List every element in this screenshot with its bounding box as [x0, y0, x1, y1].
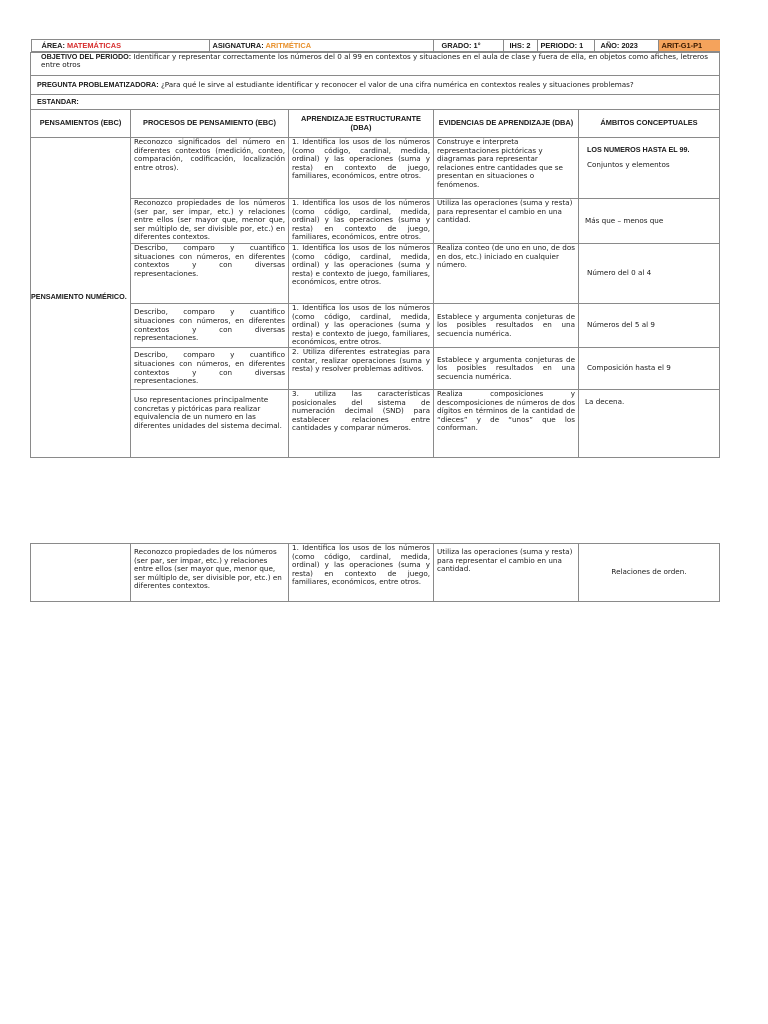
evidencia-cell: Utiliza las operaciones (suma y resta) para representar el cambio en una cantidad.	[434, 199, 579, 244]
aprendizaje-cell: 1. Identifica los usos de los números (como código, cardinal, medida, ordinal) y las operaciones (suma y resta) en contexto de juego, familiares, económicos, entre otros.	[289, 199, 434, 244]
proceso-cell: Reconozco propiedades de los números (ser par, ser impar, etc.) y relaciones entre ellos (ser mayor que, menor que, ser múltiplo de, ser divisible por, etc.) en diferentes contextos.	[131, 544, 289, 602]
evidencia-text: Construye e interpreta representaciones pictóricas y diagramas para representar relaciones entre cantidades que se presentan en situaciones o fenómenos.	[437, 137, 563, 189]
pregunta-text: ¿Para qué le sirve al estudiante identificar y reconocer el valor de una cifra numérica en contextos reales y situaciones problemas?	[160, 80, 634, 89]
aprendizaje-cell: 1. Identifica los usos de los números (como código, cardinal, medida, ordinal) y las operaciones (suma y resta) en contexto de juego, familiares, económicos, entre otros.	[289, 544, 434, 602]
evidencia-cell: Realiza conteo (de uno en uno, de dos en dos, etc.) iniciado en cualquier número.	[434, 244, 579, 304]
objetivo-label: OBJETIVO DEL PERIODO:	[41, 52, 132, 61]
proceso-cell: Reconozco significados del número en diferentes contextos (medición, conteo, comparación, codificación, localización entre otros).	[131, 138, 289, 199]
proceso-cell: Describo, comparo y cuantifico situaciones con números, en diferentes contextos y con diversas representaciones.	[131, 348, 289, 390]
aprendizaje-cell: 1. Identifica los usos de los números (como código, cardinal, medida, ordinal) y las operaciones (suma y resta) e contexto de juego, familiares, económicos, entre otros.	[289, 244, 434, 304]
aprendizaje-cell: 2. Utiliza diferentes estrategias para contar, realizar operaciones (suma y resta) y resolver problemas aditivos.	[289, 348, 434, 390]
estandar-row	[31, 95, 720, 110]
table-row	[31, 199, 720, 244]
ambito-cell	[579, 138, 720, 199]
proceso-cell: Describo, comparo y cuantifico situaciones con números, en diferentes contextos y con diversas representaciones.	[131, 244, 289, 304]
ambito-cell: La decena.	[579, 390, 720, 458]
ambito-cell: Más que – menos que	[579, 199, 720, 244]
table-row	[31, 544, 720, 602]
table-row	[31, 244, 720, 304]
asignatura-label: ASIGNATURA:	[212, 41, 264, 50]
ambito-cell: Números del 5 al 9	[579, 304, 720, 348]
evidencia-cell: Establece y argumenta conjeturas de los posibles resultados en una secuencia numérica.	[434, 348, 579, 390]
area-value: MATEMÁTICAS	[66, 41, 122, 50]
pensamiento-cell-empty	[31, 544, 131, 602]
objetivo-text: Identificar y representar correctamente los números del 0 al 99 en contextos y situaciones en el aula de clase y fuera de ella, en objetos como afiches, letreros entre otros	[41, 52, 708, 69]
col-aprendizaje: APRENDIZAJE ESTRUCTURANTE (DBA)	[289, 110, 434, 138]
header-row	[31, 39, 720, 53]
grado-cell: GRADO: 1°	[433, 40, 503, 52]
anio-cell: AÑO: 2023	[594, 40, 658, 52]
table-row	[31, 348, 720, 390]
ambito-title: LOS NUMEROS HASTA EL 99.	[587, 145, 690, 154]
aprendizaje-cell: 3. utiliza las características posicionales del sistema de numeración decimal (SND) para establecer relaciones entre cantidades y comparar números.	[289, 390, 434, 458]
pregunta-row	[31, 76, 720, 95]
objetivo-row	[31, 53, 720, 76]
col-procesos: PROCESOS DE PENSAMIENTO (EBC)	[131, 110, 289, 138]
estandar-label: ESTANDAR:	[31, 95, 720, 110]
table-row	[31, 304, 720, 348]
ambito-cell: Relaciones de orden.	[579, 544, 720, 602]
area-cell	[31, 40, 209, 52]
evidencia-cell	[434, 138, 579, 199]
continuation-table	[30, 543, 720, 602]
pregunta-label: PREGUNTA PROBLEMATIZADORA:	[37, 80, 159, 89]
area-label: ÁREA:	[41, 41, 65, 50]
asignatura-cell	[209, 40, 433, 52]
col-evidencias: EVIDENCIAS DE APRENDIZAJE (DBA)	[434, 110, 579, 138]
pensamiento-cell: PENSAMIENTO NUMÉRICO.	[31, 138, 131, 458]
evidencia-cell: Utiliza las operaciones (suma y resta) para representar el cambio en una cantidad.	[434, 544, 579, 602]
evidencia-cell: Realiza composiciones y descomposiciones de números de dos dígitos en términos de la cantidad de “dieces” y de “unos” que los conforman.	[434, 390, 579, 458]
periodo-cell: PERIODO: 1	[537, 40, 594, 52]
aprendizaje-cell: 1. Identifica los usos de los números (como código, cardinal, medida, ordinal) y las operaciones (suma y resta) e contexto de juego, familiares, económicos, entre otros.	[289, 304, 434, 348]
continuation-sheet	[30, 543, 719, 602]
ambito-subtitle: Conjuntos y elementos	[587, 159, 670, 169]
ihs-cell: IHS: 2	[503, 40, 537, 52]
proceso-cell: Describo, comparo y cuantifico situaciones con números, en diferentes contextos y con diversas representaciones.	[131, 304, 289, 348]
ambito-cell: Composición hasta el 9	[579, 348, 720, 390]
table-row	[31, 390, 720, 458]
evidencia-cell: Establece y argumenta conjeturas de los posibles resultados en una secuencia numérica.	[434, 304, 579, 348]
col-ambitos: ÁMBITOS CONCEPTUALES	[579, 110, 720, 138]
planning-table	[30, 39, 720, 458]
asignatura-value: ARITMÉTICA	[265, 41, 312, 50]
col-pensamientos: PENSAMIENTOS (EBC)	[31, 110, 131, 138]
table-row	[31, 138, 720, 199]
code-cell: ARIT-G1-P1	[658, 40, 720, 52]
proceso-cell: Uso representaciones principalmente concretas y pictóricas para realizar equivalencia de un numero en las diferentes unidades del sistema decimal.	[131, 390, 289, 458]
planning-sheet	[30, 39, 719, 458]
proceso-cell: Reconozco propiedades de los números (ser par, ser impar, etc.) y relaciones entre ellos (ser mayor que, menor que, ser múltiplo de, ser divisible por, etc.) en diferentes contextos.	[131, 199, 289, 244]
aprendizaje-cell: 1. Identifica los usos de los números (como código, cardinal, medida, ordinal) y las operaciones (suma y resta) en contexto de juego, familiares, económicos, entre otros.	[289, 138, 434, 199]
ambito-cell: Número del 0 al 4	[579, 244, 720, 304]
column-header-row	[31, 110, 720, 138]
